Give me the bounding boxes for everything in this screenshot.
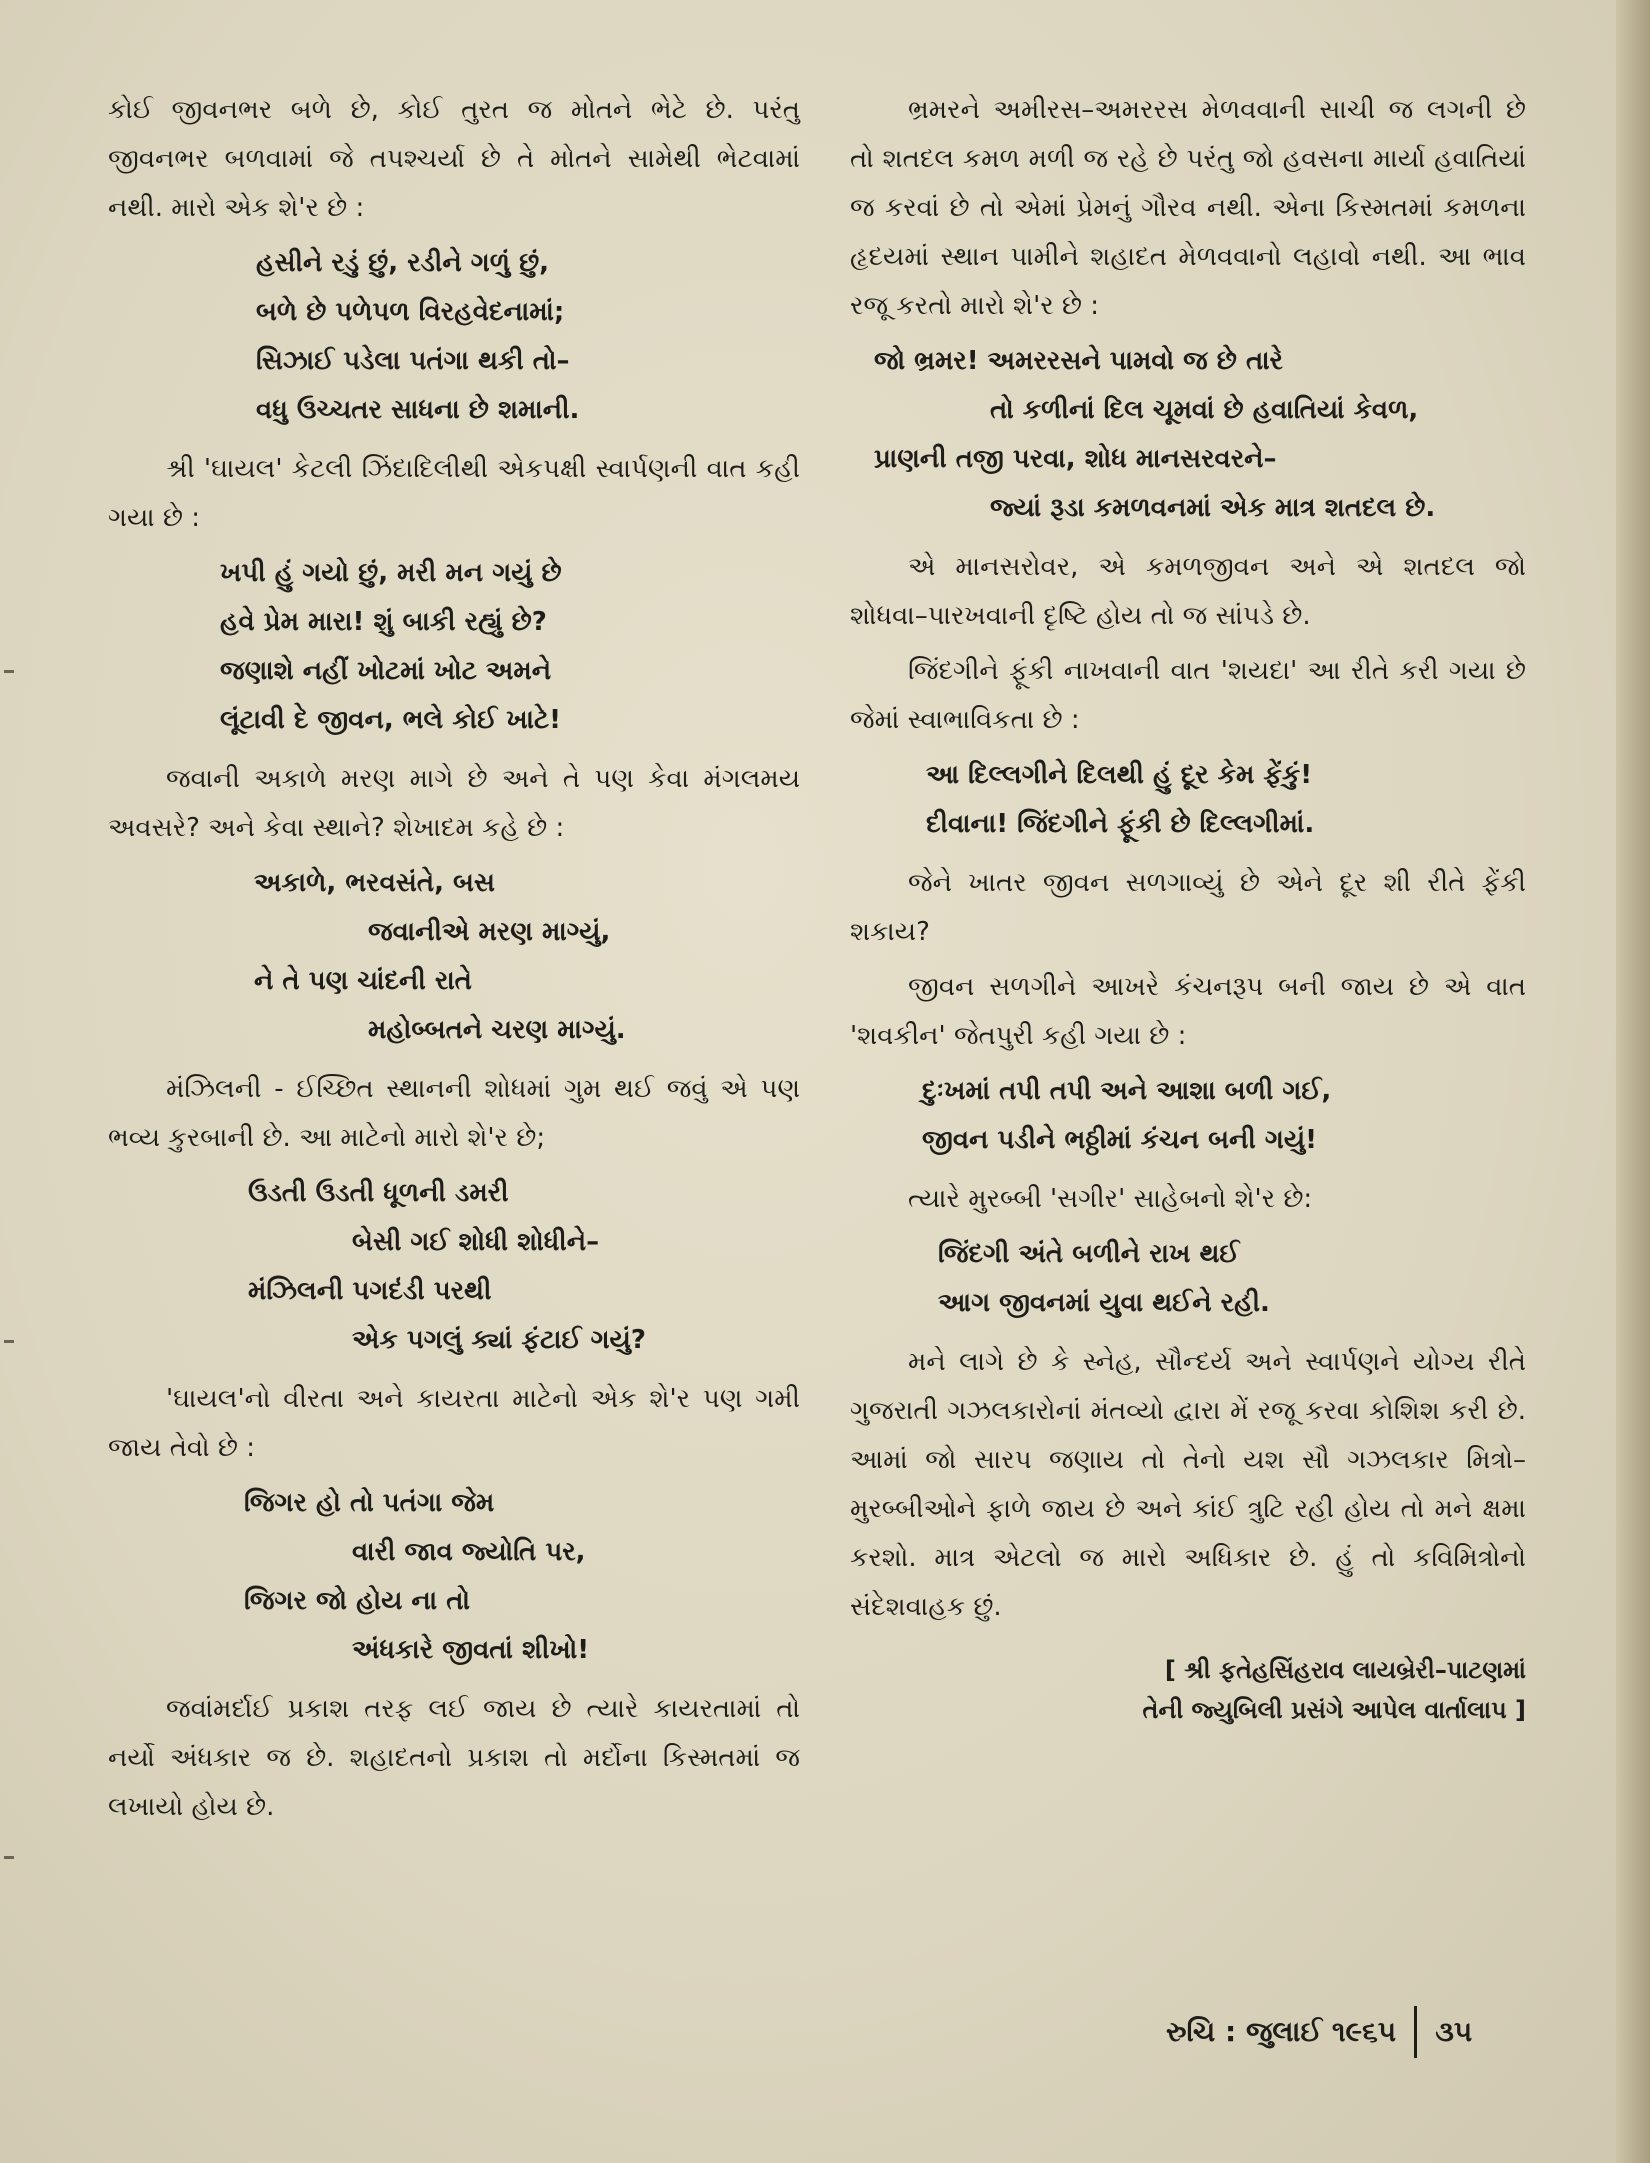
verse-line: દીવાના! જિંદગીને ફૂંકી છે દિલ્લગીમાં.	[926, 809, 1315, 839]
margin-mark	[4, 670, 14, 673]
verse-line: જવાનીએ મરણ માગ્યું,	[368, 917, 611, 947]
page-footer	[1166, 2006, 1472, 2058]
verse-line: વધુ ઉચ્ચતર સાધના છે શમાની.	[256, 395, 580, 425]
left-column	[108, 86, 800, 1832]
paragraph: ભ્રમરને અમીરસ–અમરરસ મેળવવાની સાચી જ લગની છે તો શતદલ કમળ મળી જ રહે છે પરંતુ જો હવસના માર્યા હવાતિયાં જ કરવાં છે તો એમાં પ્રેમનું ગૌરવ નથી. એના કિસ્મતમાં કમળના હૃદયમાં સ્થાન પામીને શહાદત મેળવવાનો લહાવો નથી. આ ભાવ રજૂ કરતો મારો શે'ર છે :	[850, 95, 1526, 321]
margin-mark	[4, 1856, 14, 1859]
poem-verse	[108, 239, 800, 435]
verse-line: જીવન પડીને ભઠ્ઠીમાં કંચન બની ગયું!	[922, 1125, 1318, 1155]
poem-verse	[108, 549, 800, 745]
paragraph: મંઝિલની - ઈચ્છિત સ્થાનની શોધમાં ગુમ થઈ જવું એ પણ ભવ્ય કુરબાની છે. આ માટેનો મારો શે'ર છે;	[108, 1074, 800, 1153]
verse-line: જિંદગી અંતે બળીને રાખ થઈ	[938, 1239, 1240, 1269]
verse-line: આ દિલ્લગીને દિલથી હું દૂર કેમ ફેંકું!	[926, 760, 1313, 790]
paragraph: શ્રી 'ઘાયલ' કેટલી ઝિંદાદિલીથી એકપક્ષી સ્વાર્પણની વાત કહી ગયા છે :	[108, 454, 800, 533]
verse-line: જિગર જો હોય ના તો	[244, 1586, 470, 1616]
verse-line: સિઝાઈ પડેલા પતંગા થકી તો–	[256, 346, 570, 376]
source-note-line: [ શ્રી ફતેહસિંહરાવ લાયબ્રેરી–પાટણમાં	[1164, 1656, 1526, 1684]
verse-line: અંધકારે જીવતાં શીખો!	[352, 1635, 590, 1665]
poem-verse	[108, 859, 800, 1055]
verse-line: જણાશે નહીં ખોટમાં ખોટ અમને	[220, 656, 552, 686]
verse-line: ને તે પણ ચાંદની રાતે	[254, 966, 472, 996]
page-number: ૩૫	[1435, 2015, 1473, 2048]
magazine-issue: રુચિ : જુલાઈ ૧૯૬૫	[1166, 2015, 1397, 2048]
verse-line: લૂંટાવી દે જીવન, ભલે કોઈ ખાટે!	[220, 705, 561, 735]
verse-line: બેસી ગઈ શોધી શોધીને–	[352, 1227, 600, 1257]
verse-line: મંઝિલની પગદંડી પરથી	[248, 1276, 492, 1306]
poem-verse	[108, 1479, 800, 1675]
verse-line: હસીને રડું છું, રડીને ગળું છું,	[256, 248, 550, 278]
paragraph: જવાંમર્દાઈ પ્રકાશ તરફ લઈ જાય છે ત્યારે કાયરતામાં તો નર્યો અંધકાર જ છે. શહાદતનો પ્રકાશ તો મર્દોના કિસ્મતમાં જ લખાયો હોય છે.	[108, 1694, 800, 1822]
paragraph: જવાની અકાળે મરણ માગે છે અને તે પણ કેવા મંગલમય અવસરે? અને કેવા સ્થાને? શેખાદમ કહે છે :	[108, 764, 800, 843]
poem-verse	[108, 1169, 800, 1365]
paragraph: જીવન સળગીને આખરે કંચનરૂપ બની જાય છે એ વાત 'શવકીન' જેતપુરી કહી ગયા છે :	[850, 972, 1526, 1051]
verse-line: હવે પ્રેમ મારા! શું બાકી રહ્યું છે?	[220, 607, 547, 637]
margin-mark	[4, 1340, 14, 1343]
verse-line: પ્રાણની તજી પરવા, શોધ માનસરવરને–	[874, 444, 1277, 474]
verse-line: દુઃખમાં તપી તપી અને આશા બળી ગઈ,	[922, 1076, 1332, 1106]
verse-line: આગ જીવનમાં યુવા થઈને રહી.	[938, 1288, 1270, 1318]
verse-line: જો ભ્રમર! અમરરસને પામવો જ છે તારે	[874, 346, 1284, 376]
poem-verse	[850, 337, 1526, 533]
verse-line: મહોબ્બતને ચરણ માગ્યું.	[368, 1015, 626, 1045]
paragraph: જિંદગીને ફૂંકી નાખવાની વાત 'શયદા' આ રીતે કરી ગયા છે જેમાં સ્વાભાવિકતા છે :	[850, 656, 1526, 735]
verse-line: એક પગલું ક્યાં ફંટાઈ ગયું?	[352, 1325, 646, 1355]
paragraph: 'ઘાયલ'નો વીરતા અને કાયરતા માટેનો એક શે'ર પણ ગમી જાય તેવો છે :	[108, 1384, 800, 1463]
right-column	[850, 86, 1526, 1730]
poem-verse	[850, 751, 1526, 849]
verse-line: ખપી હું ગયો છું, મરી મન ગયું છે	[220, 558, 562, 588]
verse-line: ઉડતી ઉડતી ધૂળની ડમરી	[248, 1178, 509, 1208]
footer-divider	[1414, 2006, 1417, 2058]
verse-line: અકાળે, ભરવસંતે, બસ	[254, 868, 495, 898]
verse-line: બળે છે પળેપળ વિરહવેદનામાં;	[256, 297, 565, 327]
page-edge-shadow	[1616, 0, 1650, 2163]
verse-line: જિગર હો તો પતંગા જેમ	[244, 1488, 495, 1518]
paragraph: ત્યારે મુરબ્બી 'સગીર' સાહેબનો શે'ર છે:	[908, 1184, 1313, 1214]
paragraph: જેને ખાતર જીવન સળગાવ્યું છે એને દૂર શી રીતે ફેંકી શકાય?	[850, 868, 1526, 947]
source-note-line: તેની જ્યુબિલી પ્રસંગે આપેલ વાર્તાલાપ ]	[1142, 1696, 1526, 1724]
paragraph: કોઈ જીવનભર બળે છે, કોઈ તુરત જ મોતને ભેટે છે. પરંતુ જીવનભર બળવામાં જે તપશ્ચર્યા છે તે મોતને સામેથી ભેટવામાં નથી. મારો એક શે'ર છે :	[108, 95, 800, 223]
verse-line: જ્યાં રૂડા કમળવનમાં એક માત્ર શતદલ છે.	[990, 493, 1436, 523]
verse-line: વારી જાવ જ્યોતિ પર,	[352, 1537, 586, 1567]
paragraph: મને લાગે છે કે સ્નેહ, સૌન્દર્ય અને સ્વાર્પણને યોગ્ય રીતે ગુજરાતી ગઝલકારોનાં મંતવ્યો દ્વારા મેં રજૂ કરવા કોશિશ કરી છે. આમાં જો સારપ જણાય તો તેનો યશ સૌ ગઝલકાર મિત્રો–મુરબ્બીઓને ફાળે જાય છે અને કાંઈ ત્રુટિ રહી હોય તો મને ક્ષમા કરશો. માત્ર એટલો જ મારો અધિકાર છે. હું તો કવિમિત્રોનો સંદેશવાહક છું.	[850, 1347, 1526, 1622]
verse-line: તો કળીનાં દિલ ચૂમવાં છે હવાતિયાં કેવળ,	[990, 395, 1419, 425]
poem-verse	[850, 1230, 1526, 1328]
poem-verse	[850, 1067, 1526, 1165]
source-note	[850, 1650, 1526, 1730]
paragraph: એ માનસરોવર, એ કમળજીવન અને એ શતદલ જો શોધવા–પારખવાની દૃષ્ટિ હોય તો જ સાંપડે છે.	[850, 552, 1526, 631]
